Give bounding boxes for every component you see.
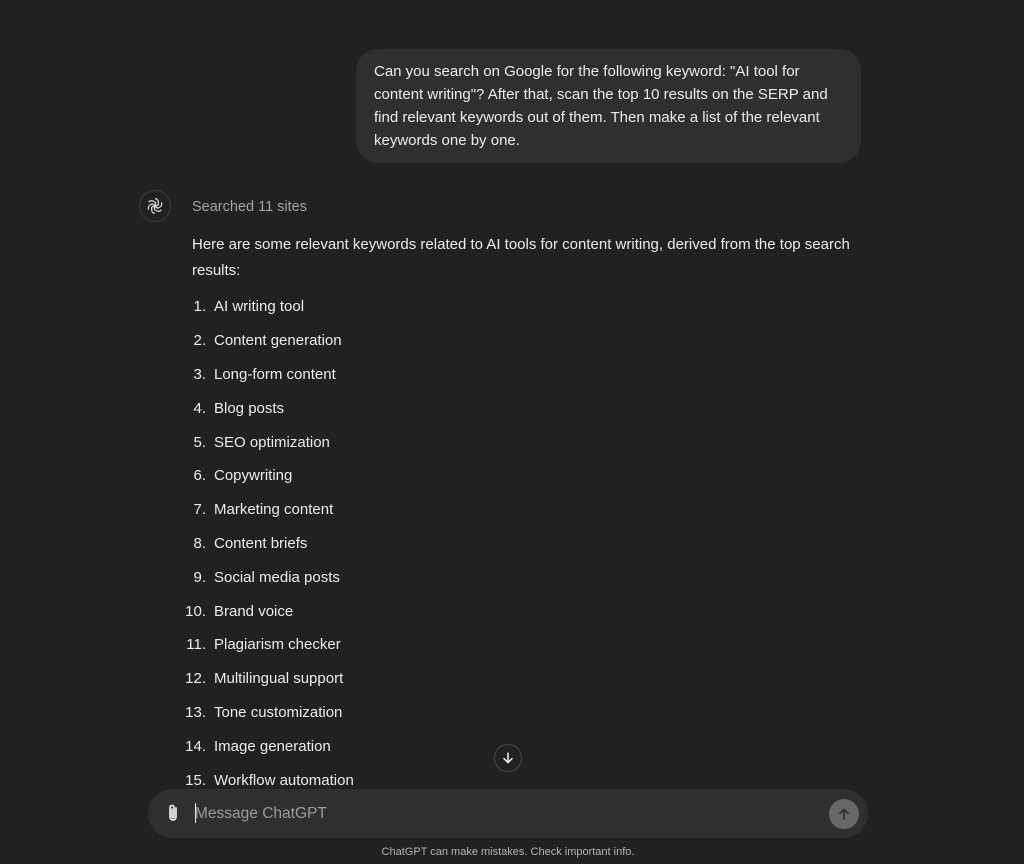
keyword-item (180, 527, 354, 561)
keyword-item (180, 324, 354, 358)
paperclip-icon (164, 803, 182, 823)
attach-button[interactable] (161, 801, 185, 825)
keyword-item (180, 391, 354, 425)
user-message: Can you search on Google for the following keyword: "AI tool for content writing"? After that, scan the top 10 results on the SERP and find relevant keywords out of them. Then make a list of the relevant keywords one by one. (356, 49, 861, 163)
keyword-item (180, 493, 354, 527)
keyword-text: Copywriting (214, 467, 293, 485)
keyword-item (180, 425, 354, 459)
keyword-text: Tone customization (214, 703, 343, 721)
keyword-number: 9. (193, 568, 206, 586)
keyword-number: 15. (185, 771, 206, 789)
keyword-number: 11. (186, 636, 206, 654)
keyword-text: Social media posts (214, 568, 340, 586)
disclaimer: ChatGPT can make mistakes. Check important info. (381, 846, 635, 858)
message-input[interactable] (195, 801, 815, 827)
keyword-text: SEO optimization (214, 433, 330, 451)
keyword-number: 1. (193, 298, 206, 316)
keyword-number: 6. (193, 467, 206, 485)
keyword-text: Workflow automation (214, 771, 354, 789)
keyword-number: 13. (185, 703, 206, 721)
keyword-text: Content generation (214, 332, 342, 350)
keyword-item (180, 696, 354, 730)
keyword-number: 14. (185, 737, 206, 755)
keyword-text: AI writing tool (214, 298, 305, 316)
arrow-up-icon (837, 807, 851, 821)
message-composer (148, 789, 868, 838)
keyword-list (180, 290, 354, 797)
scroll-to-bottom-button[interactable] (494, 744, 522, 772)
keyword-number: 5. (193, 433, 206, 451)
keyword-item (180, 594, 354, 628)
assistant-intro: Here are some relevant keywords related to AI tools for content writing, derived from the top search results: (192, 236, 850, 279)
keyword-text: Brand voice (214, 602, 294, 620)
keyword-number: 7. (193, 501, 206, 519)
keyword-text: Long-form content (214, 365, 336, 383)
keyword-text: Blog posts (214, 399, 285, 417)
keyword-item (180, 729, 354, 763)
assistant-avatar (139, 190, 171, 222)
openai-logo-icon (145, 196, 165, 216)
searched-sites-toggle[interactable]: Searched 11 sites (192, 199, 307, 215)
keyword-item (180, 290, 354, 324)
send-button[interactable] (829, 799, 859, 829)
keyword-number: 12. (185, 670, 206, 688)
keyword-text: Marketing content (214, 501, 334, 519)
keyword-number: 2. (193, 332, 206, 350)
keyword-text: Content briefs (214, 534, 308, 552)
keyword-item (180, 560, 354, 594)
keyword-number: 4. (193, 399, 206, 417)
keyword-item (180, 628, 354, 662)
keyword-item (180, 459, 354, 493)
arrow-down-icon (501, 751, 515, 765)
keyword-text: Image generation (214, 737, 331, 755)
keyword-text: Plagiarism checker (214, 636, 341, 654)
keyword-number: 10. (185, 602, 206, 620)
keyword-item (180, 358, 354, 392)
keyword-number: 8. (193, 534, 206, 552)
keyword-text: Multilingual support (214, 670, 344, 688)
keyword-number: 3. (193, 365, 206, 383)
keyword-item (180, 662, 354, 696)
